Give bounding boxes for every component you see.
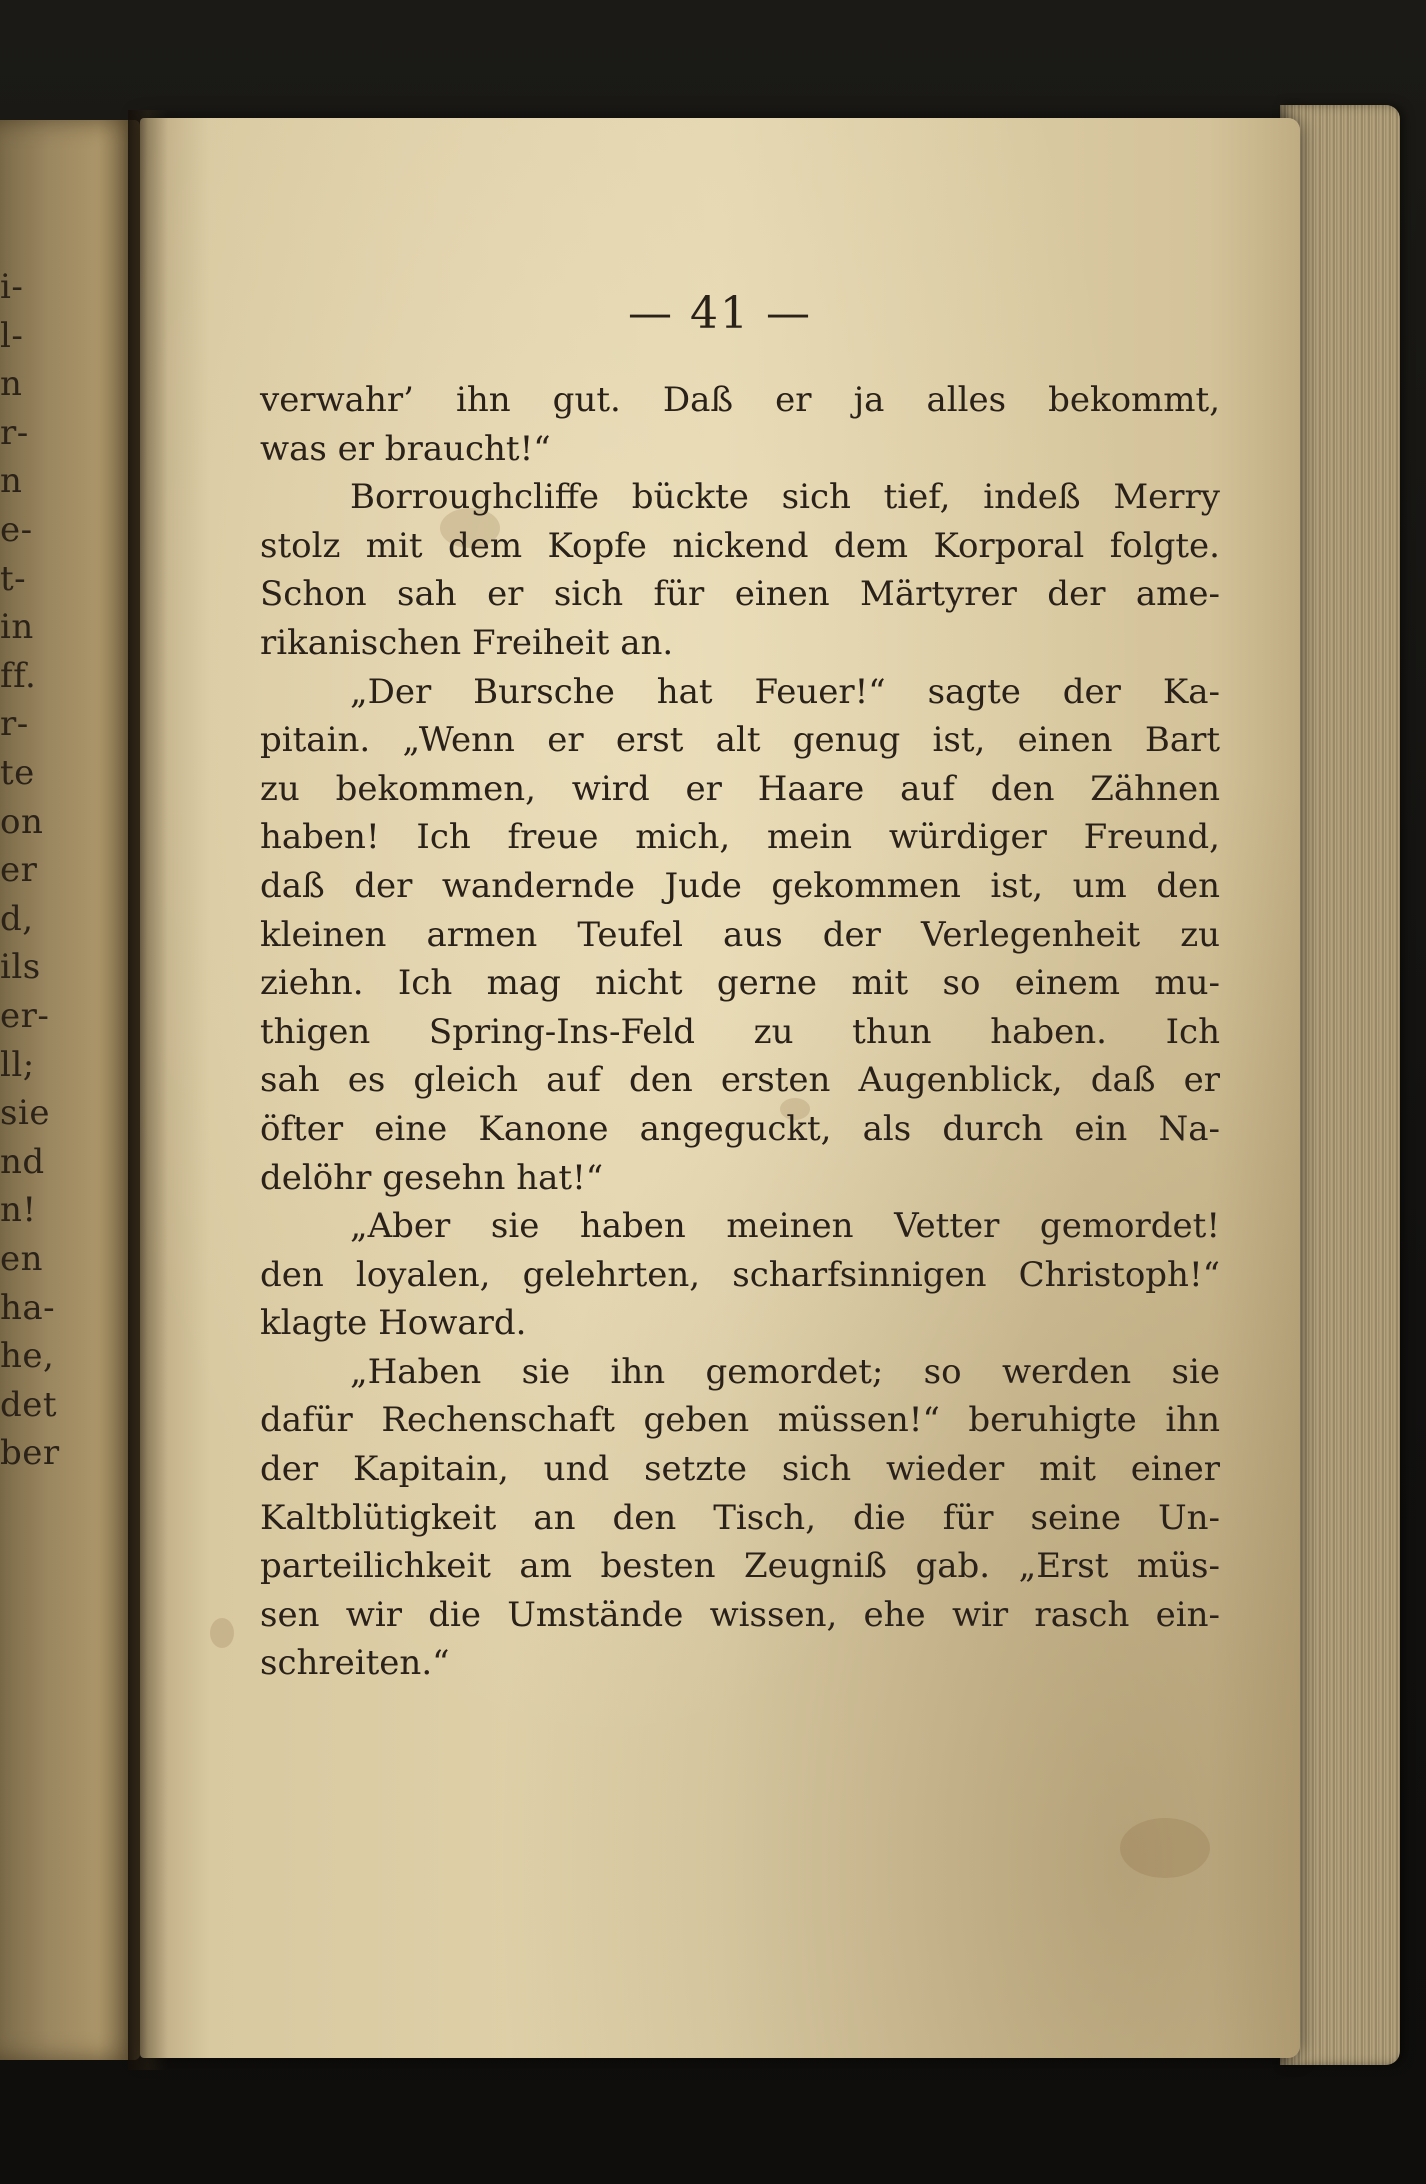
facing-page-fragment: in <box>0 607 34 648</box>
text-line: der Kapitain, und setzte sich wieder mit einer <box>260 1449 1220 1490</box>
facing-page-fragment: nd <box>0 1141 45 1182</box>
facing-page-fragment: ha- <box>0 1287 56 1328</box>
facing-page-fragment: er <box>0 850 38 891</box>
text-line: Kaltblütigkeit an den Tisch, die für seine Un- <box>260 1497 1220 1538</box>
text-line: Schon sah er sich für einen Märtyrer der ame- <box>260 574 1220 615</box>
facing-page-fragment: en <box>0 1239 44 1279</box>
facing-page-fragment: t- <box>0 558 27 599</box>
facing-page-fragment: sie <box>0 1093 50 1134</box>
facing-page-fragment: on <box>0 801 44 842</box>
facing-page-fragment: r- <box>0 412 29 453</box>
facing-page-fragment: n <box>0 364 23 405</box>
body-text <box>260 376 1220 1688</box>
text-line: haben! Ich freue mich, mein würdiger Freund, <box>260 817 1220 858</box>
text-line: „Haben sie ihn gemordet; so werden sie <box>350 1351 1220 1392</box>
facing-page-fragment: ll; <box>0 1044 35 1085</box>
facing-page-fragment: det <box>0 1384 58 1425</box>
text-line: Borroughcliffe bückte sich tief, indeß Merry <box>350 477 1220 518</box>
facing-page-fragment: he, <box>0 1336 55 1377</box>
facing-page-fragment: ber <box>0 1433 60 1474</box>
text-line: dafür Rechenschaft geben müssen!“ beruhigte ihn <box>260 1400 1220 1441</box>
text-line: zu bekommen, wird er Haare auf den Zähnen <box>260 768 1220 809</box>
text-line: öfter eine Kanone angeguckt, als durch ein Na- <box>260 1108 1220 1149</box>
text-line: den loyalen, gelehrten, scharfsinnigen Christoph!“ <box>260 1254 1220 1295</box>
text-line: stolz mit dem Kopfe nickend dem Korporal folgte. <box>260 525 1220 566</box>
page-number: — 41 — <box>628 288 812 339</box>
text-line: ziehn. Ich mag nicht gerne mit so einem mu- <box>260 963 1220 1004</box>
facing-page-fragment: n <box>0 461 23 502</box>
text-line: „Der Bursche hat Feuer!“ sagte der Ka- <box>350 671 1220 712</box>
facing-page-fragment: i- <box>0 267 24 307</box>
text-line: sen wir die Umstände wissen, ehe wir rasch ein- <box>260 1594 1220 1635</box>
facing-page-fragment: n! <box>0 1190 37 1231</box>
text-line: was er braucht!“ <box>260 428 551 469</box>
facing-page-fragment: ils <box>0 947 41 988</box>
text-line: parteilichkeit am besten Zeugniß gab. „Erst müs- <box>260 1546 1220 1587</box>
text-line: schreiten.“ <box>260 1643 450 1684</box>
facing-page-fragment: ff. <box>0 655 37 696</box>
text-line: „Aber sie haben meinen Vetter gemordet! <box>350 1206 1220 1247</box>
text-line: rikanischen Freiheit an. <box>260 622 674 663</box>
text-line: thigen Spring-Ins-Feld zu thun haben. Ich <box>260 1011 1220 1052</box>
facing-page <box>0 120 140 2060</box>
text-line: kleinen armen Teufel aus der Verlegenheit zu <box>260 914 1220 955</box>
text-line: verwahr’ ihn gut. Daß er ja alles bekommt, <box>260 380 1220 420</box>
text-line: daß der wandernde Jude gekommen ist, um den <box>260 865 1220 906</box>
facing-page-fragment: l- <box>0 315 24 356</box>
text-line: sah es gleich auf den ersten Augenblick, daß er <box>260 1060 1220 1101</box>
book-page <box>140 118 1300 2058</box>
text-line: pitain. „Wenn er erst alt genug ist, einen Bart <box>260 720 1220 761</box>
facing-page-fragment: te <box>0 753 35 793</box>
facing-page-fragment: e- <box>0 510 33 550</box>
facing-page-text-fragments <box>0 120 140 2060</box>
facing-page-fragment: er- <box>0 996 50 1036</box>
text-line: delöhr gesehn hat!“ <box>260 1157 604 1198</box>
text-line: klagte Howard. <box>260 1303 527 1344</box>
facing-page-fragment: r- <box>0 704 29 745</box>
facing-page-fragment: d, <box>0 898 34 939</box>
gutter-shadow <box>128 110 168 2070</box>
